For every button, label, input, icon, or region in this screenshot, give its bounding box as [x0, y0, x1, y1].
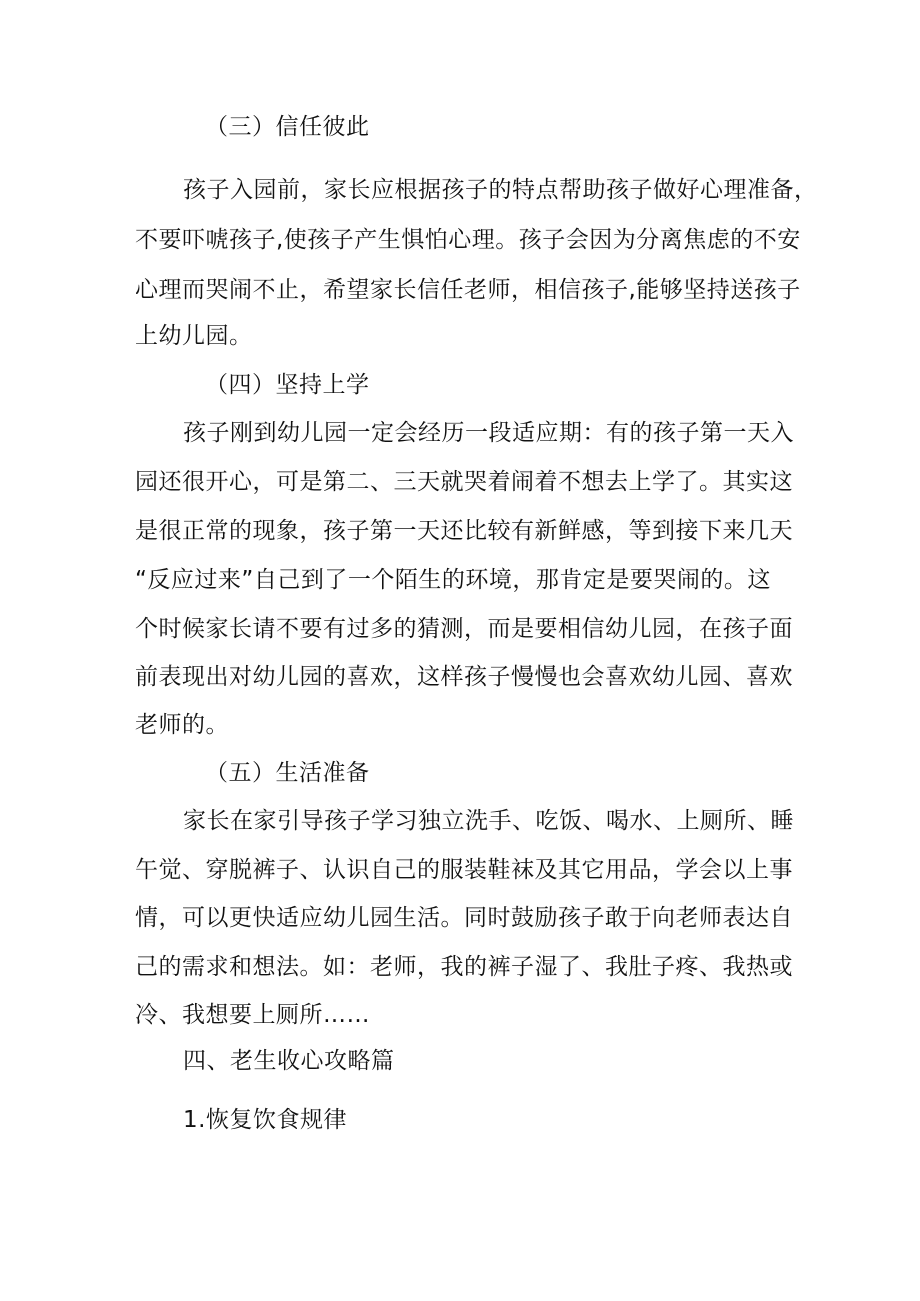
section-5-heading: （五）生活准备	[205, 760, 370, 786]
part-4-heading: 四、老生收心攻略篇	[183, 1048, 395, 1074]
section-3-line-1: 孩子入园前，家长应根据孩子的特点帮助孩子做好心理准备，	[183, 177, 818, 203]
section-4-line-5: 个时候家长请不要有过多的猜测，而是要相信幼儿园，在孩子面	[135, 616, 793, 642]
section-5-line-3: 情，可以更快适应幼儿园生活。同时鼓励孩子敢于向老师表达自	[135, 905, 793, 931]
section-4-line-1: 孩子刚到幼儿园一定会经历一段适应期：有的孩子第一天入	[183, 420, 794, 446]
section-5-line-2: 午觉、穿脱裤子、认识自己的服装鞋袜及其它用品，学会以上事	[135, 857, 793, 883]
section-5-line-1: 家长在家引导孩子学习独立洗手、吃饭、喝水、上厕所、睡	[183, 808, 794, 834]
section-4-line-6: 前表现出对幼儿园的喜欢，这样孩子慢慢也会喜欢幼儿园、喜欢	[135, 664, 793, 690]
item-1-heading: 1.恢复饮食规律	[183, 1107, 347, 1133]
section-4-line-2: 园还很开心，可是第二、三天就哭着闹着不想去上学了。其实这	[135, 469, 793, 495]
section-5-line-5: 冷、我想要上厕所……	[135, 1002, 370, 1028]
section-3-line-4: 上幼儿园。	[135, 323, 253, 349]
section-5-line-4: 己的需求和想法。如：老师，我的裤子湿了、我肚子疼、我热或	[135, 954, 793, 980]
section-3-line-2: 不要吓唬孩子,使孩子产生惧怕心理。孩子会因为分离焦虑的不安	[135, 227, 801, 253]
section-3-line-3: 心理而哭闹不止，希望家长信任老师，相信孩子,能够坚持送孩子	[135, 277, 801, 303]
section-4-heading: （四）坚持上学	[205, 372, 370, 398]
section-4-line-4: “反应过来”自己到了一个陌生的环境，那肯定是要哭闹的。这	[135, 567, 771, 593]
section-4-line-3: 是很正常的现象，孩子第一天还比较有新鲜感，等到接下来几天	[135, 518, 793, 544]
section-3-heading: （三）信任彼此	[205, 114, 370, 140]
section-4-line-7: 老师的。	[135, 712, 229, 738]
